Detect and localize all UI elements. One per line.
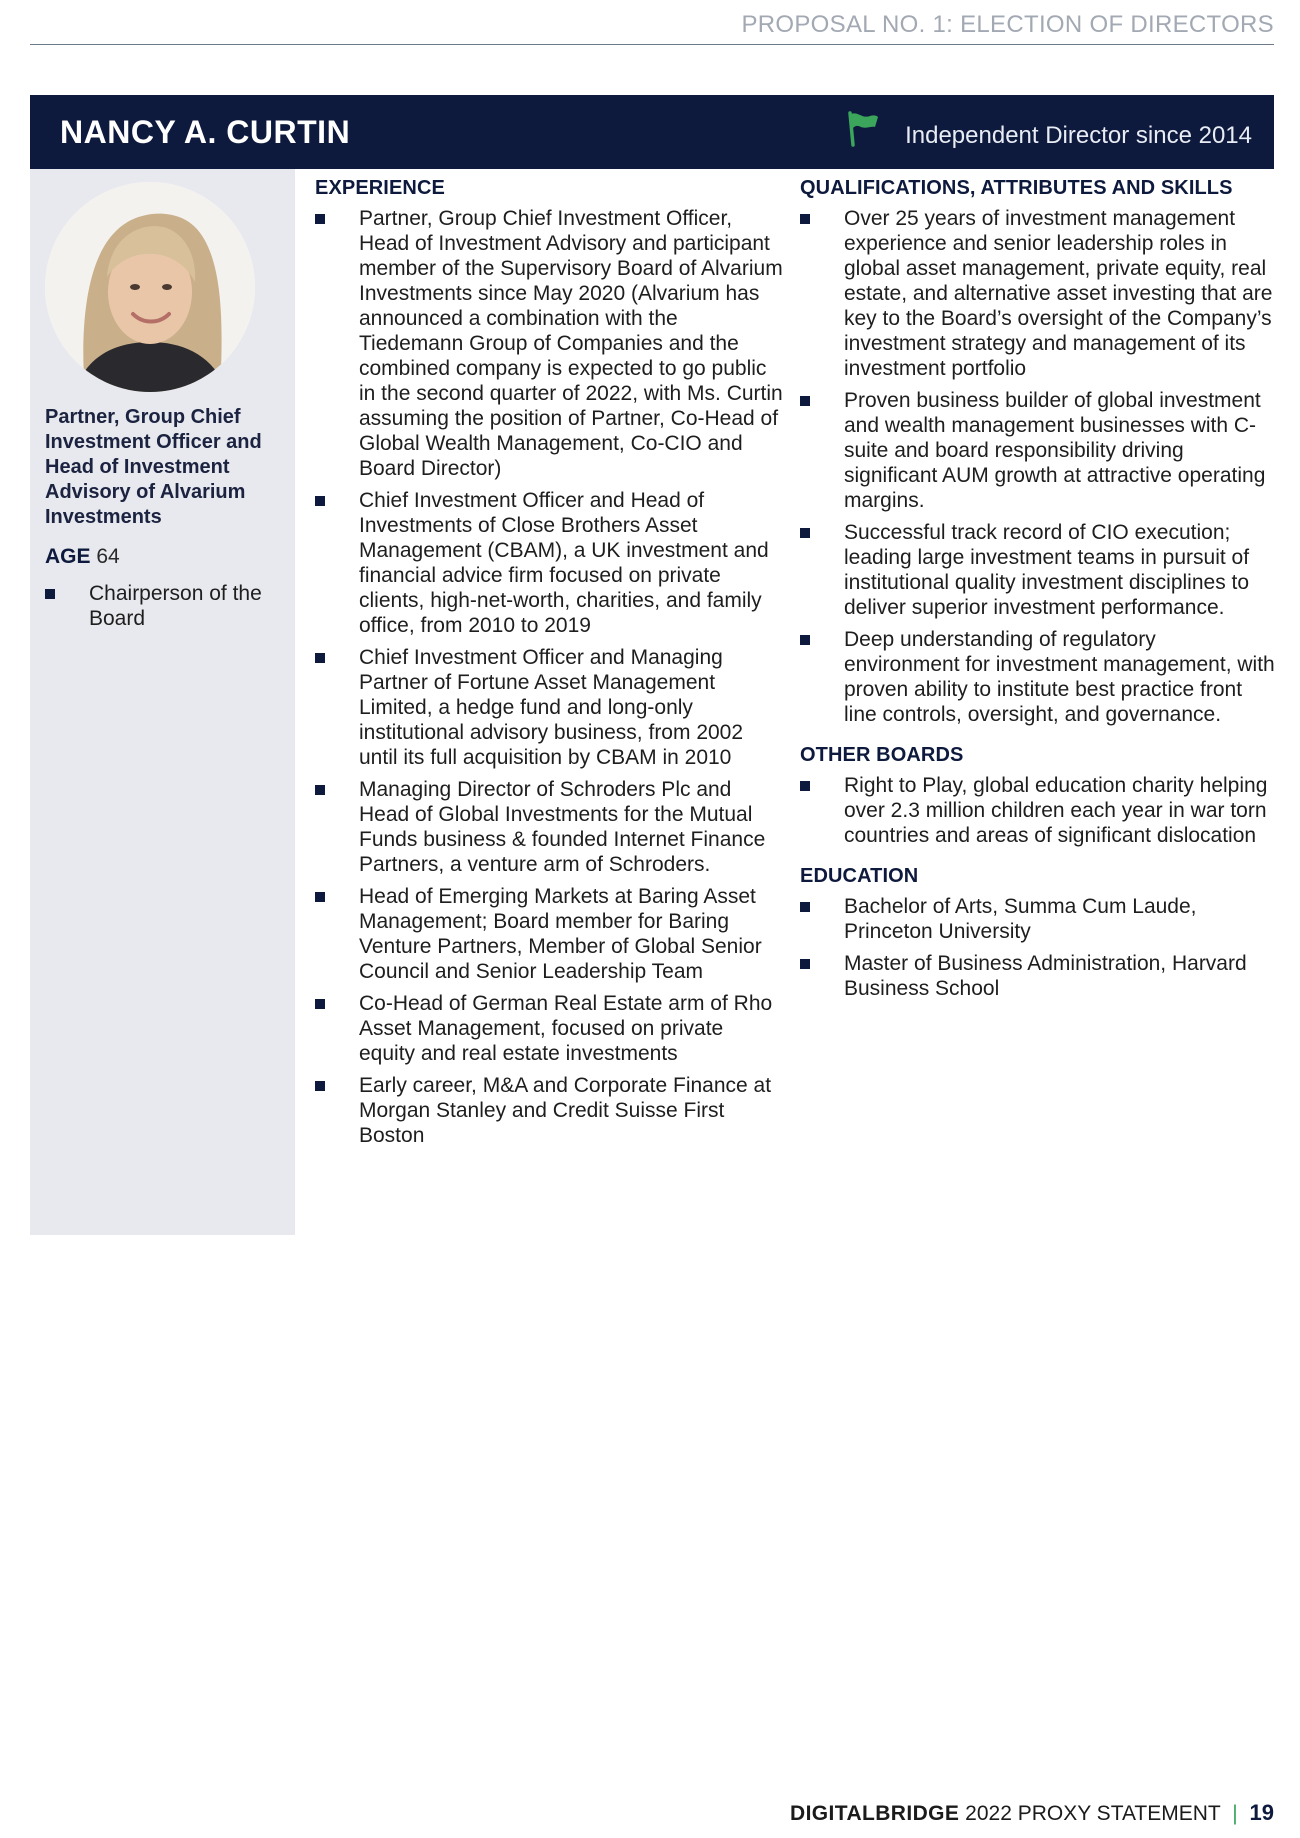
section-title: PROPOSAL NO. 1: ELECTION OF DIRECTORS bbox=[741, 11, 1274, 38]
age-value: 64 bbox=[96, 545, 120, 568]
bullet-square-icon bbox=[800, 781, 810, 791]
qualifications-list bbox=[800, 206, 1275, 727]
bullet-square-icon bbox=[315, 892, 325, 902]
section-heading: OTHER BOARDS bbox=[800, 744, 964, 766]
list-item: Partner, Group Chief Investment Officer, Head of Investment Advisory and participant member of the Supervisory Board of Alvarium Investments since May 2020 (Alvarium has announced a combination with the Tiedemann Group of Companies and the combined company is expected to go public in the second quarter of 2022, with Ms. Curtin assuming the position of Partner, Co-Head of Global Wealth Management, Co-CIO and Board Director) bbox=[315, 206, 785, 481]
bullet-square-icon bbox=[315, 653, 325, 663]
list-item: Co-Head of German Real Estate arm of Rho Asset Management, focused on private equity and real estate investments bbox=[315, 991, 785, 1066]
bullet-square-icon bbox=[315, 785, 325, 795]
list-item: Chief Investment Officer and Managing Partner of Fortune Asset Management Limited, a hedge fund and long-only institutional advisory business, from 2002 until its full acquisition by CBAM in 2010 bbox=[315, 645, 785, 770]
qualifications-column bbox=[800, 176, 1275, 1017]
bullet-square-icon bbox=[800, 396, 810, 406]
list-item: Proven business builder of global investment and wealth management businesses with C-suite and board responsibility driving significant AUM growth at attractive operating margins. bbox=[800, 388, 1275, 513]
roles-list bbox=[45, 581, 285, 638]
director-banner bbox=[30, 95, 1274, 169]
bullet-square-icon bbox=[800, 959, 810, 969]
portrait-photo bbox=[45, 182, 255, 392]
education-list bbox=[800, 894, 1275, 1001]
other-boards-list bbox=[800, 773, 1275, 848]
section-heading: EXPERIENCE bbox=[315, 177, 445, 199]
section-heading: EDUCATION bbox=[800, 865, 919, 887]
bullet-square-icon bbox=[800, 214, 810, 224]
bullet-square-icon bbox=[800, 635, 810, 645]
list-item: Deep understanding of regulatory environment for investment management, with proven ability to institute best practice front line controls, oversight, and governance. bbox=[800, 627, 1275, 727]
bullet-square-icon bbox=[315, 999, 325, 1009]
other-boards-section bbox=[800, 743, 1275, 848]
list-item: Early career, M&A and Corporate Finance at Morgan Stanley and Credit Suisse First Boston bbox=[315, 1073, 785, 1148]
independent-director-label: Independent Director since 2014 bbox=[905, 122, 1252, 149]
bullet-square-icon bbox=[315, 1081, 325, 1091]
list-item: Master of Business Administration, Harvard Business School bbox=[800, 951, 1275, 1001]
experience-column bbox=[315, 176, 785, 1164]
director-name: NANCY A. CURTIN bbox=[60, 114, 351, 150]
bullet-square-icon bbox=[800, 528, 810, 538]
list-item: Successful track record of CIO execution; leading large investment teams in pursuit of institutional quality investment disciplines to deliver superior investment performance. bbox=[800, 520, 1275, 620]
director-title: Partner, Group Chief Investment Officer and Head of Investment Advisory of Alvarium Investments bbox=[45, 406, 262, 528]
age-label: AGE bbox=[45, 545, 91, 568]
page-number: 19 bbox=[1249, 1800, 1274, 1825]
list-item: Right to Play, global education charity helping over 2.3 million children each year in war torn countries and areas of significant dislocation bbox=[800, 773, 1275, 848]
section-heading: QUALIFICATIONS, ATTRIBUTES AND SKILLS bbox=[800, 177, 1233, 199]
profile-sidebar bbox=[30, 169, 295, 1235]
list-item: Bachelor of Arts, Summa Cum Laude, Princeton University bbox=[800, 894, 1275, 944]
list-item: Chairperson of the Board bbox=[45, 581, 285, 631]
list-item: Chief Investment Officer and Head of Investments of Close Brothers Asset Management (CBAM), a UK investment and financial advice firm focused on private clients, high-net-worth, charities, and family office, from 2010 to 2019 bbox=[315, 488, 785, 638]
page-header bbox=[30, 8, 1274, 45]
footer-separator: | bbox=[1232, 1802, 1238, 1825]
list-item: Head of Emerging Markets at Baring Asset Management; Board member for Baring Venture Partners, Member of Global Senior Council and Senior Leadership Team bbox=[315, 884, 785, 984]
footer-doc-title: 2022 PROXY STATEMENT bbox=[965, 1802, 1221, 1825]
bullet-square-icon bbox=[315, 214, 325, 224]
bullet-square-icon bbox=[45, 589, 55, 599]
page-footer bbox=[790, 1800, 1274, 1826]
experience-list bbox=[315, 206, 785, 1148]
bullet-square-icon bbox=[315, 496, 325, 506]
flag-icon bbox=[842, 109, 882, 149]
experience-section bbox=[315, 176, 785, 1148]
bullet-square-icon bbox=[800, 902, 810, 912]
education-section bbox=[800, 864, 1275, 1001]
list-item: Over 25 years of investment management experience and senior leadership roles in global asset management, private equity, real estate, and alternative asset investing that are key to the Board’s oversight of the Company’s investment strategy and management of its investment portfolio bbox=[800, 206, 1275, 381]
age bbox=[45, 545, 120, 569]
qualifications-section bbox=[800, 176, 1275, 727]
footer-brand: DIGITALBRIDGE bbox=[790, 1802, 960, 1825]
list-item: Managing Director of Schroders Plc and Head of Global Investments for the Mutual Funds business & founded Internet Finance Partners, a venture arm of Schroders. bbox=[315, 777, 785, 877]
